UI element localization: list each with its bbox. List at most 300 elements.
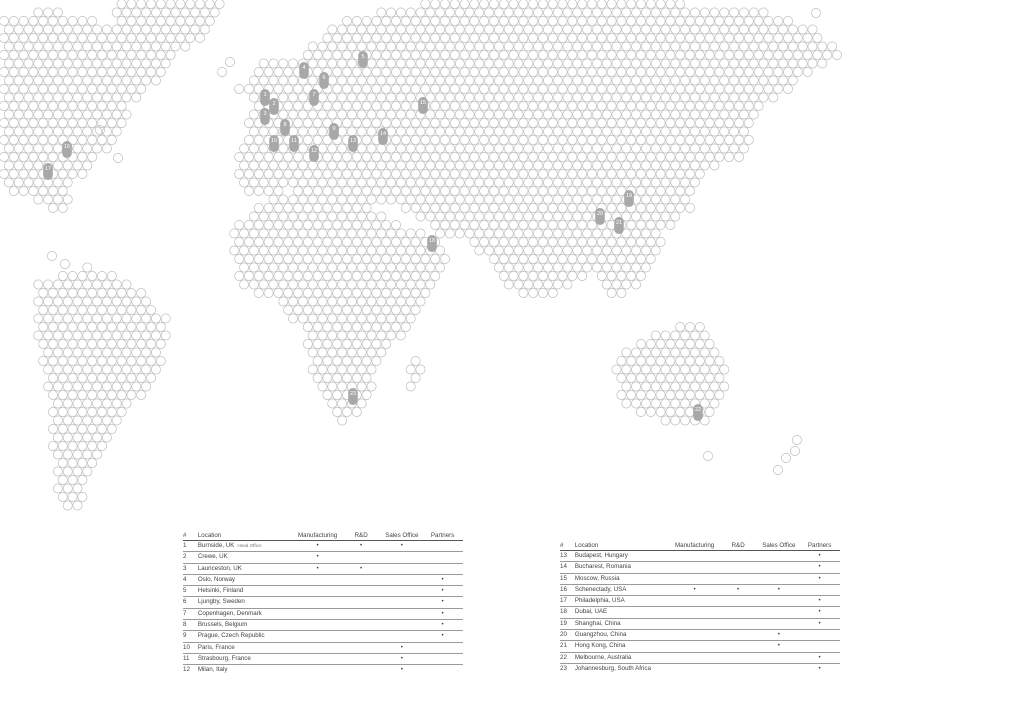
- map-dot: [548, 169, 557, 178]
- map-dot: [494, 246, 503, 255]
- map-dot: [68, 492, 77, 501]
- map-dot: [107, 50, 116, 59]
- map-dot: [705, 16, 714, 25]
- map-dot: [333, 390, 342, 399]
- cell-rnd: [718, 641, 759, 652]
- map-dot: [347, 263, 356, 272]
- map-dot: [489, 118, 498, 127]
- map-dot: [411, 288, 420, 297]
- map-dot: [583, 195, 592, 204]
- map-dot: [504, 212, 513, 221]
- map-dot: [455, 195, 464, 204]
- marker-label: 5: [361, 54, 365, 60]
- map-dot: [146, 33, 155, 42]
- map-dot: [538, 101, 547, 110]
- map-dot: [450, 203, 459, 212]
- map-dot: [666, 16, 675, 25]
- map-dot: [685, 101, 694, 110]
- map-dot: [720, 365, 729, 374]
- map-dot: [83, 76, 92, 85]
- map-dot: [730, 76, 739, 85]
- map-dot: [607, 152, 616, 161]
- map-dot: [641, 161, 650, 170]
- map-dot: [450, 152, 459, 161]
- map-dot: [44, 382, 53, 391]
- map-dot: [607, 135, 616, 144]
- map-dot: [88, 407, 97, 416]
- map-dot: [382, 67, 391, 76]
- map-dot: [656, 135, 665, 144]
- map-dot: [313, 288, 322, 297]
- map-dot: [597, 152, 606, 161]
- map-dot: [450, 135, 459, 144]
- map-dot: [83, 416, 92, 425]
- map-dot: [117, 50, 126, 59]
- cell-manufacturing: [671, 562, 717, 573]
- map-dot: [548, 135, 557, 144]
- map-dot: [676, 118, 685, 127]
- map-dot: [656, 339, 665, 348]
- map-dot: [749, 76, 758, 85]
- map-dot: [68, 271, 77, 280]
- map-dot: [323, 237, 332, 246]
- map-dot: [372, 356, 381, 365]
- map-dot: [19, 84, 28, 93]
- map-dot: [499, 84, 508, 93]
- map-dot: [303, 135, 312, 144]
- map-dot: [259, 76, 268, 85]
- map-dot: [514, 76, 523, 85]
- map-dot: [308, 246, 317, 255]
- map-dot: [93, 25, 102, 34]
- map-dot: [298, 110, 307, 119]
- map-dot: [470, 135, 479, 144]
- map-dot: [573, 76, 582, 85]
- map-dot: [113, 153, 122, 162]
- map-dot: [411, 152, 420, 161]
- map-dot: [112, 331, 121, 340]
- map-dot: [632, 8, 641, 17]
- map-dot: [578, 84, 587, 93]
- map-dot: [93, 433, 102, 442]
- map-dot: [710, 382, 719, 391]
- map-dot: [465, 195, 474, 204]
- marker-label: 19: [625, 193, 633, 199]
- cell-rnd: [718, 663, 759, 674]
- map-dot: [509, 33, 518, 42]
- map-dot: [440, 50, 449, 59]
- map-dot: [421, 186, 430, 195]
- location-name: Moscow, Russia: [573, 573, 672, 584]
- map-dot: [519, 220, 528, 229]
- map-dot: [58, 373, 67, 382]
- map-dot: [519, 203, 528, 212]
- location-name: Johannesburg, South Africa: [574, 664, 651, 672]
- map-dot: [739, 42, 748, 51]
- map-dot: [29, 16, 38, 25]
- location-marker: [260, 108, 270, 125]
- map-dot: [338, 314, 347, 323]
- map-dot: [538, 271, 547, 280]
- map-dot: [396, 144, 405, 153]
- map-dot: [744, 135, 753, 144]
- map-dot: [83, 59, 92, 68]
- map-dot: [416, 59, 425, 68]
- map-dot: [509, 271, 518, 280]
- location-number: 13: [560, 551, 573, 562]
- cell-rnd: [718, 562, 759, 573]
- map-dot: [475, 59, 484, 68]
- map-dot: [308, 178, 317, 187]
- map-dot: [676, 152, 685, 161]
- cell-manufacturing: [294, 597, 340, 608]
- map-dot: [401, 271, 410, 280]
- map-dot: [607, 101, 616, 110]
- map-dot: [656, 203, 665, 212]
- map-dot: [53, 348, 62, 357]
- map-dot: [362, 118, 371, 127]
- map-dot: [102, 297, 111, 306]
- map-dot: [534, 144, 543, 153]
- map-dot: [632, 25, 641, 34]
- map-dot: [548, 152, 557, 161]
- map-dot: [387, 93, 396, 102]
- map-dot: [323, 220, 332, 229]
- map-dot: [44, 93, 53, 102]
- map-dot: [811, 8, 820, 17]
- col-rnd: R&D: [341, 531, 382, 541]
- map-dot: [568, 118, 577, 127]
- map-dot: [773, 465, 782, 474]
- map-dot: [382, 305, 391, 314]
- map-dot: [460, 16, 469, 25]
- map-dot: [646, 135, 655, 144]
- map-dot: [519, 186, 528, 195]
- map-dot: [146, 16, 155, 25]
- map-dot: [9, 118, 18, 127]
- map-dot: [661, 127, 670, 136]
- map-dot: [632, 382, 641, 391]
- map-dot: [587, 50, 596, 59]
- map-dot: [499, 254, 508, 263]
- map-dot: [391, 84, 400, 93]
- location-marker: [269, 98, 279, 115]
- map-dot: [622, 178, 631, 187]
- map-dot: [142, 382, 151, 391]
- map-dot: [666, 203, 675, 212]
- map-dot: [284, 305, 293, 314]
- map-dot: [548, 203, 557, 212]
- map-dot: [651, 229, 660, 238]
- map-dot: [73, 93, 82, 102]
- location-number: 4: [183, 574, 196, 585]
- map-dot: [362, 169, 371, 178]
- map-dot: [53, 144, 62, 153]
- map-dot: [460, 220, 469, 229]
- map-dot: [666, 118, 675, 127]
- map-dot: [298, 297, 307, 306]
- map-dot: [416, 263, 425, 272]
- map-dot: [597, 84, 606, 93]
- map-dot: [514, 25, 523, 34]
- map-dot: [509, 152, 518, 161]
- map-dot: [651, 25, 660, 34]
- map-dot: [421, 67, 430, 76]
- map-dot: [690, 93, 699, 102]
- map-dot: [445, 8, 454, 17]
- map-dot: [695, 373, 704, 382]
- cell-rnd: [341, 665, 382, 676]
- map-dot: [48, 67, 57, 76]
- map-dot: [558, 135, 567, 144]
- map-dot: [431, 16, 440, 25]
- map-dot: [328, 93, 337, 102]
- map-dot: [122, 280, 131, 289]
- map-dot: [249, 280, 258, 289]
- map-dot: [279, 229, 288, 238]
- map-dot: [676, 16, 685, 25]
- map-dot: [519, 50, 528, 59]
- cell-manufacturing: •: [294, 563, 340, 574]
- map-dot: [313, 237, 322, 246]
- map-dot: [592, 8, 601, 17]
- map-dot: [44, 348, 53, 357]
- map-dot: [587, 118, 596, 127]
- map-dot: [58, 322, 67, 331]
- map-dot: [494, 178, 503, 187]
- map-dot: [58, 16, 67, 25]
- map-dot: [587, 254, 596, 263]
- map-dot: [656, 84, 665, 93]
- map-dot: [338, 161, 347, 170]
- map-dot: [401, 152, 410, 161]
- map-dot: [509, 254, 518, 263]
- map-dot: [519, 271, 528, 280]
- table-row: [183, 552, 463, 563]
- map-dot: [553, 263, 562, 272]
- map-dot: [362, 135, 371, 144]
- table-row: [183, 620, 463, 631]
- map-dot: [39, 135, 48, 144]
- map-dot: [73, 501, 82, 510]
- map-dot: [93, 144, 102, 153]
- map-dot: [328, 263, 337, 272]
- map-dot: [117, 67, 126, 76]
- map-dot: [318, 331, 327, 340]
- map-dot: [127, 305, 136, 314]
- map-dot: [769, 59, 778, 68]
- map-dot: [235, 169, 244, 178]
- map-dot: [494, 25, 503, 34]
- map-dot: [352, 33, 361, 42]
- map-dot: [612, 127, 621, 136]
- map-dot: [489, 203, 498, 212]
- map-dot: [342, 16, 351, 25]
- map-dot: [377, 110, 386, 119]
- map-dot: [48, 390, 57, 399]
- map-dot: [338, 229, 347, 238]
- map-dot: [249, 161, 258, 170]
- map-dot: [759, 8, 768, 17]
- map-dot: [342, 84, 351, 93]
- map-dot: [602, 59, 611, 68]
- map-dot: [191, 25, 200, 34]
- map-dot: [357, 195, 366, 204]
- map-dot: [117, 305, 126, 314]
- map-dot: [685, 50, 694, 59]
- map-dot: [538, 254, 547, 263]
- map-dot: [161, 59, 170, 68]
- map-dot: [715, 33, 724, 42]
- map-dot: [102, 433, 111, 442]
- map-dot: [161, 314, 170, 323]
- map-dot: [411, 169, 420, 178]
- map-dot: [421, 0, 430, 9]
- map-dot: [514, 280, 523, 289]
- map-dot: [97, 50, 106, 59]
- map-dot: [617, 50, 626, 59]
- map-dot: [200, 8, 209, 17]
- map-dot: [504, 178, 513, 187]
- map-dot: [0, 118, 9, 127]
- map-dot: [352, 152, 361, 161]
- map-dot: [342, 169, 351, 178]
- map-dot: [122, 365, 131, 374]
- map-dot: [656, 33, 665, 42]
- map-dot: [122, 348, 131, 357]
- map-dot: [377, 195, 386, 204]
- map-dot: [308, 161, 317, 170]
- map-dot: [406, 25, 415, 34]
- table-row: [560, 573, 840, 584]
- map-dot: [754, 84, 763, 93]
- map-dot: [681, 331, 690, 340]
- location-marker: [289, 135, 299, 152]
- map-dot: [53, 93, 62, 102]
- map-dot: [24, 144, 33, 153]
- map-dot: [514, 127, 523, 136]
- map-dot: [632, 144, 641, 153]
- location-tag: Head Office: [237, 543, 262, 548]
- map-dot: [293, 84, 302, 93]
- map-dot: [127, 356, 136, 365]
- map-dot: [676, 84, 685, 93]
- map-dot: [622, 161, 631, 170]
- map-dot: [19, 118, 28, 127]
- map-dot: [88, 356, 97, 365]
- map-dot: [88, 33, 97, 42]
- map-dot: [387, 25, 396, 34]
- map-dot: [406, 127, 415, 136]
- map-dot: [396, 178, 405, 187]
- map-dot: [534, 212, 543, 221]
- map-dot: [436, 195, 445, 204]
- location-name: Paris, France: [196, 642, 295, 653]
- map-dot: [93, 416, 102, 425]
- cell-manufacturing: [294, 665, 340, 676]
- map-dot: [117, 101, 126, 110]
- map-dot: [235, 152, 244, 161]
- map-dot: [671, 399, 680, 408]
- map-dot: [333, 254, 342, 263]
- map-dot: [548, 84, 557, 93]
- map-dot: [568, 186, 577, 195]
- map-dot: [524, 195, 533, 204]
- map-dot: [68, 322, 77, 331]
- map-dot: [480, 220, 489, 229]
- map-dot: [60, 259, 69, 268]
- map-dot: [543, 280, 552, 289]
- map-dot: [151, 59, 160, 68]
- map-dot: [578, 186, 587, 195]
- map-dot: [372, 50, 381, 59]
- map-dot: [39, 339, 48, 348]
- map-dot: [357, 212, 366, 221]
- map-dot: [406, 93, 415, 102]
- map-dot: [347, 42, 356, 51]
- map-dot: [754, 50, 763, 59]
- map-dot: [102, 365, 111, 374]
- map-dot: [734, 16, 743, 25]
- map-dot: [352, 356, 361, 365]
- map-dot: [690, 178, 699, 187]
- cell-sales: [759, 551, 800, 562]
- location-name: Hong Kong, China: [573, 641, 672, 652]
- map-dot: [700, 144, 709, 153]
- map-dot: [646, 356, 655, 365]
- map-dot: [249, 93, 258, 102]
- map-dot: [563, 263, 572, 272]
- map-dot: [313, 305, 322, 314]
- map-dot: [323, 169, 332, 178]
- map-dot: [641, 263, 650, 272]
- map-dot: [396, 42, 405, 51]
- cell-sales: [382, 608, 423, 619]
- map-dot: [342, 118, 351, 127]
- map-dot: [48, 84, 57, 93]
- map-dot: [681, 110, 690, 119]
- map-dot: [720, 8, 729, 17]
- map-dot: [112, 42, 121, 51]
- map-dot: [9, 67, 18, 76]
- map-dot: [401, 84, 410, 93]
- cell-manufacturing: [294, 653, 340, 664]
- map-dot: [274, 186, 283, 195]
- map-dot: [710, 161, 719, 170]
- map-dot: [534, 76, 543, 85]
- map-dot: [4, 144, 13, 153]
- map-dot: [720, 93, 729, 102]
- map-dot: [254, 152, 263, 161]
- map-dot: [328, 365, 337, 374]
- map-dot: [293, 288, 302, 297]
- map-dot: [117, 407, 126, 416]
- map-dot: [166, 50, 175, 59]
- map-dot: [313, 339, 322, 348]
- map-dot: [725, 33, 734, 42]
- map-dot: [377, 331, 386, 340]
- map-dot: [259, 229, 268, 238]
- map-dot: [524, 93, 533, 102]
- map-dot: [651, 144, 660, 153]
- map-dot: [53, 433, 62, 442]
- map-dot: [656, 390, 665, 399]
- map-dot: [769, 76, 778, 85]
- map-dot: [489, 135, 498, 144]
- map-dot: [788, 59, 797, 68]
- map-dot: [323, 305, 332, 314]
- map-dot: [166, 0, 175, 9]
